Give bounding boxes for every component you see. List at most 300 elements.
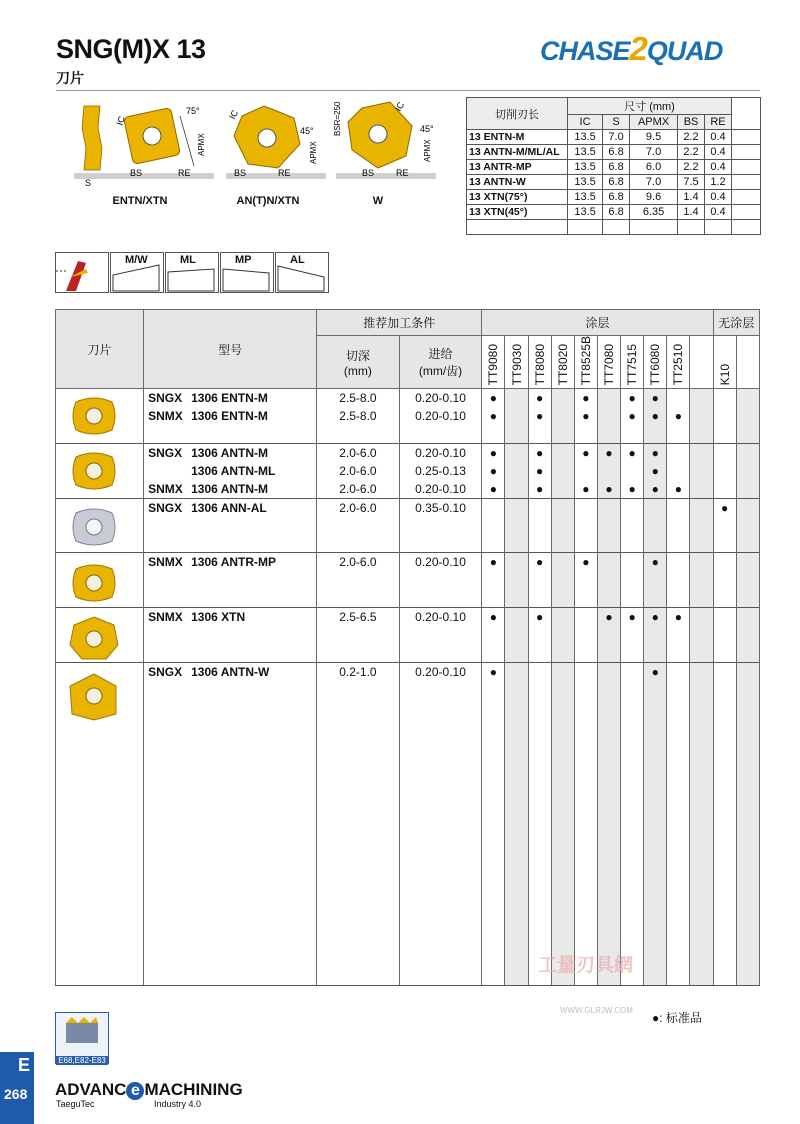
grade-cell: [574, 788, 597, 806]
grade-cell: [621, 553, 644, 571]
dim-cell: 2.2: [678, 130, 705, 145]
model-cell: [144, 517, 317, 535]
table-row-empty: [56, 534, 760, 552]
grade-cell: [528, 699, 551, 717]
grade-cell: [574, 662, 597, 680]
grade-cell: [597, 734, 620, 752]
grade-cell: [644, 842, 667, 860]
grade-cell: [505, 967, 528, 985]
grade-cell: [667, 734, 690, 752]
feed-cell: 0.20-0.10: [399, 480, 482, 498]
model-cell: [144, 806, 317, 824]
dim-cell: 9.5: [630, 130, 678, 145]
feed-cell: [399, 734, 482, 752]
feed-cell: [399, 877, 482, 895]
grade-cell: [482, 734, 505, 752]
grade-cell: [482, 967, 505, 985]
grade-cell: [667, 589, 690, 607]
grade-cell: [597, 716, 620, 734]
grade-cell: [667, 571, 690, 589]
chipbreaker-label: M/W: [125, 254, 148, 266]
feed-cell: [399, 699, 482, 717]
advance-machining-logo: ADVANC e MACHINING: [55, 1080, 243, 1099]
feed-cell: [399, 425, 482, 443]
dimension-table: [466, 97, 761, 235]
grade-cell: [482, 425, 505, 443]
grade-header: TT8080: [528, 336, 551, 389]
grade-header: TT6080: [644, 336, 667, 389]
depth-cell: [317, 931, 400, 949]
model-prefix: SNGX: [148, 445, 183, 460]
model-code: 1306 ANTR-MP: [191, 555, 277, 570]
feed-cell: [399, 806, 482, 824]
grade-cell: [551, 913, 574, 931]
grade-cell: [597, 425, 620, 443]
reference-pages: E68,E82-E83: [56, 1056, 108, 1065]
model-cell: [144, 608, 317, 626]
grade-cell: [736, 389, 759, 407]
grade-cell: [597, 589, 620, 607]
grade-cell: [551, 877, 574, 895]
grade-cell: [690, 967, 713, 985]
table-row: [56, 462, 760, 480]
dim-row-name: 13 XTN(45°): [467, 205, 568, 220]
depth-cell: [317, 788, 400, 806]
grade-cell: [528, 877, 551, 895]
grade-cell: [621, 860, 644, 878]
feed-cell: [399, 589, 482, 607]
model-code: 1306 XTN: [191, 609, 246, 624]
grade-cell: [621, 824, 644, 842]
grade-cell: [528, 589, 551, 607]
grade-cell: [736, 480, 759, 498]
grade-cell: [551, 716, 574, 734]
grade-cell: [644, 517, 667, 535]
grade-cell: [690, 824, 713, 842]
table-row-empty: [56, 699, 760, 717]
feed-cell: 0.20-0.10: [399, 662, 482, 680]
grade-cell: [667, 553, 690, 571]
grade-cell: [551, 681, 574, 699]
chipbreaker-label: MP: [235, 254, 252, 266]
model-cell: [144, 734, 317, 752]
grade-cell: [713, 913, 736, 931]
grade-cell: [736, 644, 759, 662]
grade-cell: [736, 824, 759, 842]
insert-image-cell: [56, 931, 144, 949]
depth-cell: 2.5-8.0: [317, 389, 400, 407]
feed-cell: [399, 644, 482, 662]
grade-cell: [736, 444, 759, 462]
grade-cell: [482, 681, 505, 699]
grade-cell: [597, 842, 620, 860]
model-cell: [144, 824, 317, 842]
grade-cell: [690, 788, 713, 806]
grade-cell: [644, 913, 667, 931]
dim-row-name: 13 ANTR-MP: [467, 160, 568, 175]
grade-cell: [690, 931, 713, 949]
reference-box[interactable]: [55, 1012, 109, 1064]
grade-cell: [597, 462, 620, 480]
model-prefix: SNGX: [148, 391, 183, 406]
dim-cell: 6.8: [603, 160, 630, 175]
grade-cell: [690, 425, 713, 443]
depth-cell: 2.0-6.0: [317, 444, 400, 462]
grade-cell: ●: [667, 407, 690, 425]
grade-cell: [505, 895, 528, 913]
grade-cell: [551, 788, 574, 806]
dim-cell: 0.4: [705, 130, 732, 145]
grade-cell: [690, 752, 713, 770]
grade-cell: [736, 553, 759, 571]
feed-cell: [399, 913, 482, 931]
diagram-label-antn: AN(T)N/XTN: [236, 195, 300, 207]
dim-cell: 2.2: [678, 160, 705, 175]
grade-cell: [621, 734, 644, 752]
grade-cell: [528, 931, 551, 949]
grade-cell: [551, 752, 574, 770]
table-row-empty: [56, 716, 760, 734]
insert-image-cell: [56, 770, 144, 788]
grade-cell: [736, 608, 759, 626]
dim-s-label: S: [84, 178, 92, 188]
grade-cell: [574, 571, 597, 589]
table-row-empty: [56, 425, 760, 443]
grade-cell: [621, 571, 644, 589]
feed-cell: [399, 967, 482, 985]
grade-cell: [505, 788, 528, 806]
chipbreaker-label: ML: [180, 254, 196, 266]
grade-cell: ●: [597, 480, 620, 498]
dim-bs-label: BS: [130, 168, 143, 178]
table-row-empty: [56, 681, 760, 699]
table-row-empty: [56, 571, 760, 589]
grade-cell: [574, 626, 597, 644]
grade-cell: ●: [574, 480, 597, 498]
grade-cell: ●: [482, 608, 505, 626]
grade-cell: [667, 425, 690, 443]
model-cell: [144, 498, 317, 516]
grade-cell: [713, 425, 736, 443]
grade-cell: [528, 716, 551, 734]
model-cell: [144, 842, 317, 860]
grade-cell: ●: [621, 407, 644, 425]
grade-header: [690, 336, 713, 389]
table-row-empty: [56, 967, 760, 985]
grade-cell: [505, 498, 528, 516]
grade-cell: [736, 806, 759, 824]
grade-cell: [574, 498, 597, 516]
feed-cell: [399, 770, 482, 788]
grade-cell: [644, 860, 667, 878]
grade-cell: [690, 571, 713, 589]
grade-cell: [667, 913, 690, 931]
dim-cell: 13.5: [568, 190, 603, 205]
grade-cell: [505, 644, 528, 662]
table-row: [56, 553, 760, 571]
grade-cell: [667, 534, 690, 552]
grade-cell: [667, 644, 690, 662]
grade-cell: [667, 806, 690, 824]
dim-row: [467, 130, 761, 145]
insert-image-cell: [56, 824, 144, 842]
grade-cell: [574, 895, 597, 913]
grade-cell: [713, 553, 736, 571]
dim-ic-label: IC: [114, 114, 127, 127]
grade-cell: [644, 534, 667, 552]
grade-cell: [667, 770, 690, 788]
grade-cell: [482, 806, 505, 824]
grade-cell: [667, 626, 690, 644]
depth-cell: [317, 681, 400, 699]
grade-cell: [574, 860, 597, 878]
feed-cell: [399, 716, 482, 734]
grade-cell: [505, 931, 528, 949]
table-row-empty: [56, 842, 760, 860]
grade-cell: [690, 589, 713, 607]
depth-cell: 2.5-6.5: [317, 608, 400, 626]
model-cell: [144, 860, 317, 878]
dim-cell: 13.5: [568, 160, 603, 175]
grade-cell: ●: [574, 407, 597, 425]
grade-cell: [621, 895, 644, 913]
grade-cell: [574, 752, 597, 770]
table-row-empty: [56, 517, 760, 535]
angle-label: 45°: [420, 124, 434, 134]
grade-cell: [551, 644, 574, 662]
grade-cell: [528, 806, 551, 824]
grade-cell: [690, 699, 713, 717]
dim-cell: 7.0: [603, 130, 630, 145]
grade-cell: [597, 644, 620, 662]
grade-cell: [597, 824, 620, 842]
chipbreaker-illustration: [55, 252, 109, 293]
dim-re-label: RE: [178, 168, 191, 178]
model-cell: [144, 626, 317, 644]
grade-cell: [551, 498, 574, 516]
grade-cell: [505, 407, 528, 425]
table-row-empty: [56, 913, 760, 931]
grade-cell: [621, 534, 644, 552]
grade-cell: [574, 770, 597, 788]
grade-cell: [505, 949, 528, 967]
diagram-label-entn: ENTN/XTN: [112, 195, 168, 207]
dim-apmx-label: APMX: [423, 139, 432, 162]
grade-cell: [644, 895, 667, 913]
feed-cell: [399, 517, 482, 535]
grade-cell: [574, 931, 597, 949]
grade-cell: [690, 407, 713, 425]
grade-cell: [736, 734, 759, 752]
grade-cell: [482, 877, 505, 895]
page-number: 268: [4, 1086, 28, 1102]
grade-cell: [667, 462, 690, 480]
model-code: 1306 ANTN-M: [191, 445, 269, 460]
model-cell: [144, 444, 317, 462]
grade-cell: ●: [644, 389, 667, 407]
insert-image-cell: [56, 752, 144, 770]
grade-cell: [597, 895, 620, 913]
grade-cell: [528, 895, 551, 913]
dim-cell: 1.4: [678, 190, 705, 205]
grade-cell: [551, 534, 574, 552]
model-cell: [144, 534, 317, 552]
grade-cell: [597, 662, 620, 680]
grade-cell: [713, 949, 736, 967]
grade-cell: ●: [574, 553, 597, 571]
grade-cell: [505, 589, 528, 607]
grade-cell: [713, 734, 736, 752]
header-depth: 切深 (mm): [317, 336, 400, 389]
grade-cell: [574, 716, 597, 734]
table-row-empty: [56, 931, 760, 949]
grade-cell: [690, 389, 713, 407]
grade-cell: [690, 480, 713, 498]
depth-cell: 2.5-8.0: [317, 407, 400, 425]
grade-cell: [528, 752, 551, 770]
grade-cell: [597, 770, 620, 788]
grade-cell: [528, 534, 551, 552]
dim-row-name: 13 XTN(75°): [467, 190, 568, 205]
grade-cell: ●: [482, 444, 505, 462]
grade-cell: [713, 877, 736, 895]
grade-cell: ●: [528, 553, 551, 571]
grade-cell: [667, 662, 690, 680]
grade-cell: [713, 589, 736, 607]
grade-cell: [690, 842, 713, 860]
dim-cell: 6.8: [603, 205, 630, 220]
depth-cell: [317, 571, 400, 589]
grade-cell: ●: [621, 608, 644, 626]
model-cell: [144, 480, 317, 498]
grade-cell: [551, 770, 574, 788]
grade-cell: [551, 860, 574, 878]
table-row-empty: [56, 949, 760, 967]
depth-cell: [317, 425, 400, 443]
feed-cell: 0.35-0.10: [399, 498, 482, 516]
grade-cell: ●: [644, 444, 667, 462]
grade-cell: [644, 644, 667, 662]
dim-cell: 6.0: [630, 160, 678, 175]
grade-cell: [528, 770, 551, 788]
dim-bsr-label: BSR=250: [333, 101, 342, 136]
grade-cell: [505, 842, 528, 860]
dim-row: [467, 145, 761, 160]
dim-cell: 13.5: [568, 205, 603, 220]
grade-cell: [667, 699, 690, 717]
grade-cell: [597, 571, 620, 589]
grade-cell: [482, 895, 505, 913]
model-cell: [144, 681, 317, 699]
grade-cell: [667, 444, 690, 462]
grade-cell: [713, 967, 736, 985]
grade-cell: [597, 681, 620, 699]
dim-col-header: RE: [705, 115, 732, 130]
grade-cell: [644, 716, 667, 734]
grade-cell: [574, 517, 597, 535]
dim-ic-label: IC: [393, 100, 407, 113]
grade-cell: [713, 662, 736, 680]
grade-cell: ●: [644, 553, 667, 571]
grade-cell: [736, 716, 759, 734]
dim-ic-label: IC: [227, 108, 241, 121]
grade-cell: [644, 788, 667, 806]
grade-cell: [621, 806, 644, 824]
grade-cell: [574, 734, 597, 752]
depth-cell: [317, 860, 400, 878]
grade-cell: [505, 480, 528, 498]
grade-header: K10: [713, 336, 736, 389]
model-code: 1306 ANTN-M: [191, 481, 269, 496]
grade-cell: [505, 517, 528, 535]
grade-cell: [690, 534, 713, 552]
grade-cell: [574, 681, 597, 699]
grade-cell: [574, 699, 597, 717]
grade-cell: [713, 608, 736, 626]
grade-cell: [736, 949, 759, 967]
feed-cell: 0.20-0.10: [399, 444, 482, 462]
insert-image-antn: [68, 447, 120, 495]
grade-header: TT8020: [551, 336, 574, 389]
grade-cell: [667, 389, 690, 407]
insert-image-cell: [56, 877, 144, 895]
grade-cell: [690, 462, 713, 480]
dim-bs-label: BS: [362, 168, 375, 178]
grade-cell: [644, 498, 667, 516]
grade-cell: [713, 716, 736, 734]
grade-cell: [551, 517, 574, 535]
dim-col-header: APMX: [630, 115, 678, 130]
grade-cell: [713, 770, 736, 788]
page-subtitle: 刀片: [56, 70, 84, 86]
dim-row: [467, 190, 761, 205]
grade-cell: [667, 842, 690, 860]
grade-cell: [505, 608, 528, 626]
depth-cell: [317, 699, 400, 717]
grade-cell: [644, 425, 667, 443]
grade-cell: [713, 860, 736, 878]
dim-cell: 2.2: [678, 145, 705, 160]
grade-cell: [528, 662, 551, 680]
grade-cell: [551, 626, 574, 644]
insert-image-cell: [56, 913, 144, 931]
header-feed: 进给 (mm/齿): [399, 336, 482, 389]
grade-cell: [667, 824, 690, 842]
chipbreaker-box: [165, 252, 219, 293]
model-code: 1306 ANTN-ML: [191, 463, 276, 478]
grade-cell: [690, 860, 713, 878]
grade-cell: [736, 770, 759, 788]
grade-cell: ●: [644, 608, 667, 626]
dim-cell: 13.5: [568, 130, 603, 145]
grade-cell: [482, 842, 505, 860]
insert-image-cell: [56, 806, 144, 824]
dim-apmx-label: APMX: [309, 141, 318, 164]
depth-cell: [317, 895, 400, 913]
grade-cell: [551, 571, 574, 589]
grade-cell: [736, 626, 759, 644]
grade-cell: [597, 626, 620, 644]
grade-cell: [482, 589, 505, 607]
grade-cell: [528, 913, 551, 931]
grade-cell: ●: [528, 407, 551, 425]
grade-cell: [713, 788, 736, 806]
grade-cell: [736, 699, 759, 717]
grade-cell: [736, 407, 759, 425]
model-cell: [144, 644, 317, 662]
grade-cell: [644, 931, 667, 949]
grade-cell: [713, 806, 736, 824]
